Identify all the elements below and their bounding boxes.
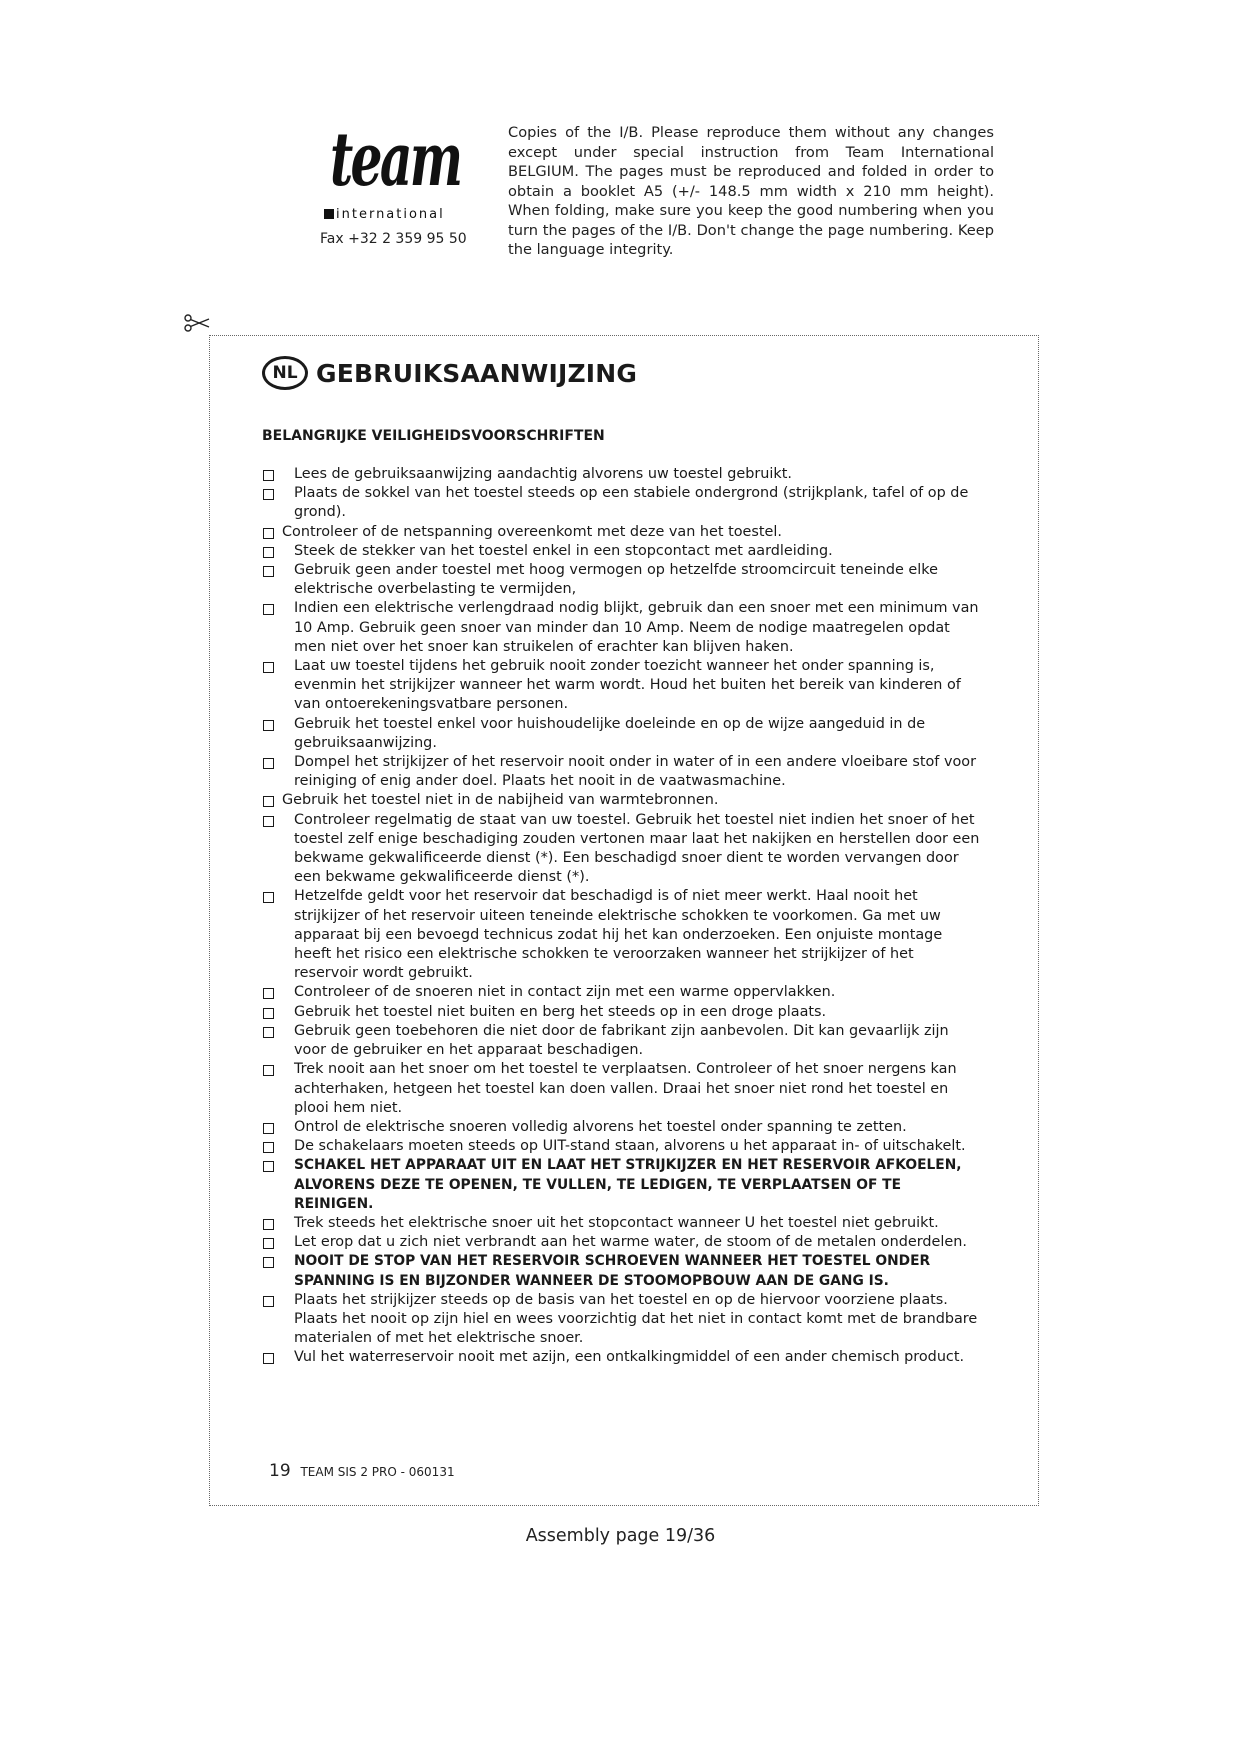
assembly-page-label: Assembly page 19/36 xyxy=(525,1526,716,1546)
list-item: SCHAKEL HET APPARAAT UIT EN LAAT HET STRIJKIJZER EN HET RESERVOIR AFKOELEN, ALVORENS DEZE TE OPENEN, TE VULLEN, TE LEDIGEN, TE VERPLAATSEN OF TE REINIGEN. xyxy=(262,1156,982,1214)
list-item: Lees de gebruiksaanwijzing aandachtig alvorens uw toestel gebruikt. xyxy=(262,465,982,484)
page-footer xyxy=(269,1461,455,1481)
language-badge: NL xyxy=(262,356,308,390)
list-item: Gebruik het toestel enkel voor huishoudelijke doeleinde en op de wijze aangeduid in de gebruiksaanwijzing. xyxy=(262,715,982,753)
safety-rules-list xyxy=(262,465,982,1368)
list-item: Gebruik geen ander toestel met hoog vermogen op hetzelfde stroomcircuit teneinde elke elektrische overbelasting te vermijden, xyxy=(262,561,982,599)
logo-word: team xyxy=(330,117,461,203)
list-item: Ontrol de elektrische snoeren volledig alvorens het toestel onder spanning te zetten. xyxy=(262,1118,982,1137)
model-code: TEAM SIS 2 PRO - 060131 xyxy=(300,1465,455,1479)
print-instructions: Copies of the I/B. Please reproduce them without any changes except under special instruction from Team International BELGIUM. The pages must be reproduced and folded in order to obtain a booklet A5 (+/- 148.5 mm width x 210 mm height). When folding, make sure you keep the good numbering when you turn the pages of the I/B. Don't change the page numbering. Keep the language integrity. xyxy=(508,124,994,258)
list-item: Indien een elektrische verlengdraad nodig blijkt, gebruik dan een snoer met een minimum van 10 Amp. Gebruik geen snoer van minder dan 10 Amp. Neem de nodige maatregelen opdat men niet over het snoer kan struikelen of erachter kan blijven haken. xyxy=(262,599,982,657)
page-number: 19 xyxy=(269,1461,291,1481)
list-item: De schakelaars moeten steeds op UIT-stand staan, alvorens u het apparaat in- of uitschakelt. xyxy=(262,1137,982,1156)
list-item: Gebruik het toestel niet in de nabijheid van warmtebronnen. xyxy=(262,791,982,810)
document-title: GEBRUIKSAANWIJZING xyxy=(316,358,638,388)
document-title-row xyxy=(262,353,637,393)
list-item: Steek de stekker van het toestel enkel in een stopcontact met aardleiding. xyxy=(262,542,982,561)
list-item: Controleer of de netspanning overeenkomt met deze van het toestel. xyxy=(262,523,982,542)
list-item: Controleer regelmatig de staat van uw toestel. Gebruik het toestel niet indien het snoer of het toestel zelf enige beschadiging zouden vertonen maar laat het nakijken en herstellen door een bekwame gekwalificeerde dienst (*). Een beschadigd snoer dient te worden vervangen door een bekwame gekwalificeerde dienst (*). xyxy=(262,811,982,888)
list-item: Laat uw toestel tijdens het gebruik nooit zonder toezicht wanneer het onder spanning is, evenmin het strijkijzer wanneer het warm wordt. Houd het buiten het bereik van kinderen of van ontoerekeningsvatbare personen. xyxy=(262,657,982,715)
list-item: Plaats het strijkijzer steeds op de basis van het toestel en op de hiervoor voorziene plaats. Plaats het nooit op zijn hiel en wees voorzichtig dat het niet in contact komt met de brandbare materialen of met het elektrische snoer. xyxy=(262,1291,982,1349)
section-title: BELANGRIJKE VEILIGHEIDSVOORSCHRIFTEN xyxy=(262,428,605,444)
scissors-icon xyxy=(184,314,210,332)
list-item: Dompel het strijkijzer of het reservoir nooit onder in water of in een andere vloeibare stof voor reiniging of enig ander doel. Plaats het nooit in de vaatwasmachine. xyxy=(262,753,982,791)
logo-sub: international xyxy=(336,207,445,222)
fax-number: Fax +32 2 359 95 50 xyxy=(320,231,467,247)
list-item: Gebruik het toestel niet buiten en berg het steeds op in een droge plaats. xyxy=(262,1003,982,1022)
logo-square xyxy=(324,209,334,219)
list-item: Gebruik geen toebehoren die niet door de fabrikant zijn aanbevolen. Dit kan gevaarlijk zijn voor de gebruiker en het apparaat beschadigen. xyxy=(262,1022,982,1060)
list-item: Trek steeds het elektrische snoer uit het stopcontact wanneer U het toestel niet gebruikt. xyxy=(262,1214,982,1233)
list-item: Controleer of de snoeren niet in contact zijn met een warme oppervlakken. xyxy=(262,983,982,1002)
list-item: Hetzelfde geldt voor het reservoir dat beschadigd is of niet meer werkt. Haal nooit het strijkijzer of het reservoir uiteen teneinde elektrische schokken te voorkomen. Ga met uw apparaat bij een bevoegd technicus zodat hij het kan onderzoeken. Een onjuiste montage heeft het risico een elektrische schokken te veroorzaken wanneer het strijkijzer of het reservoir wordt gebruikt. xyxy=(262,887,982,983)
team-logo xyxy=(300,115,480,235)
list-item: NOOIT DE STOP VAN HET RESERVOIR SCHROEVEN WANNEER HET TOESTEL ONDER SPANNING IS EN BIJZONDER WANNEER DE STOOMOPBOUW AAN DE GANG IS. xyxy=(262,1252,982,1290)
list-item: Vul het waterreservoir nooit met azijn, een ontkalkingmiddel of een ander chemisch product. xyxy=(262,1348,982,1367)
list-item: Plaats de sokkel van het toestel steeds op een stabiele ondergrond (strijkplank, tafel of op de grond). xyxy=(262,484,982,522)
list-item: Trek nooit aan het snoer om het toestel te verplaatsen. Controleer of het snoer nergens kan achterhaken, hetgeen het toestel kan doen vallen. Draai het snoer niet rond het toestel en plooi hem niet. xyxy=(262,1060,982,1118)
list-item: Let erop dat u zich niet verbrandt aan het warme water, de stoom of de metalen onderdelen. xyxy=(262,1233,982,1252)
